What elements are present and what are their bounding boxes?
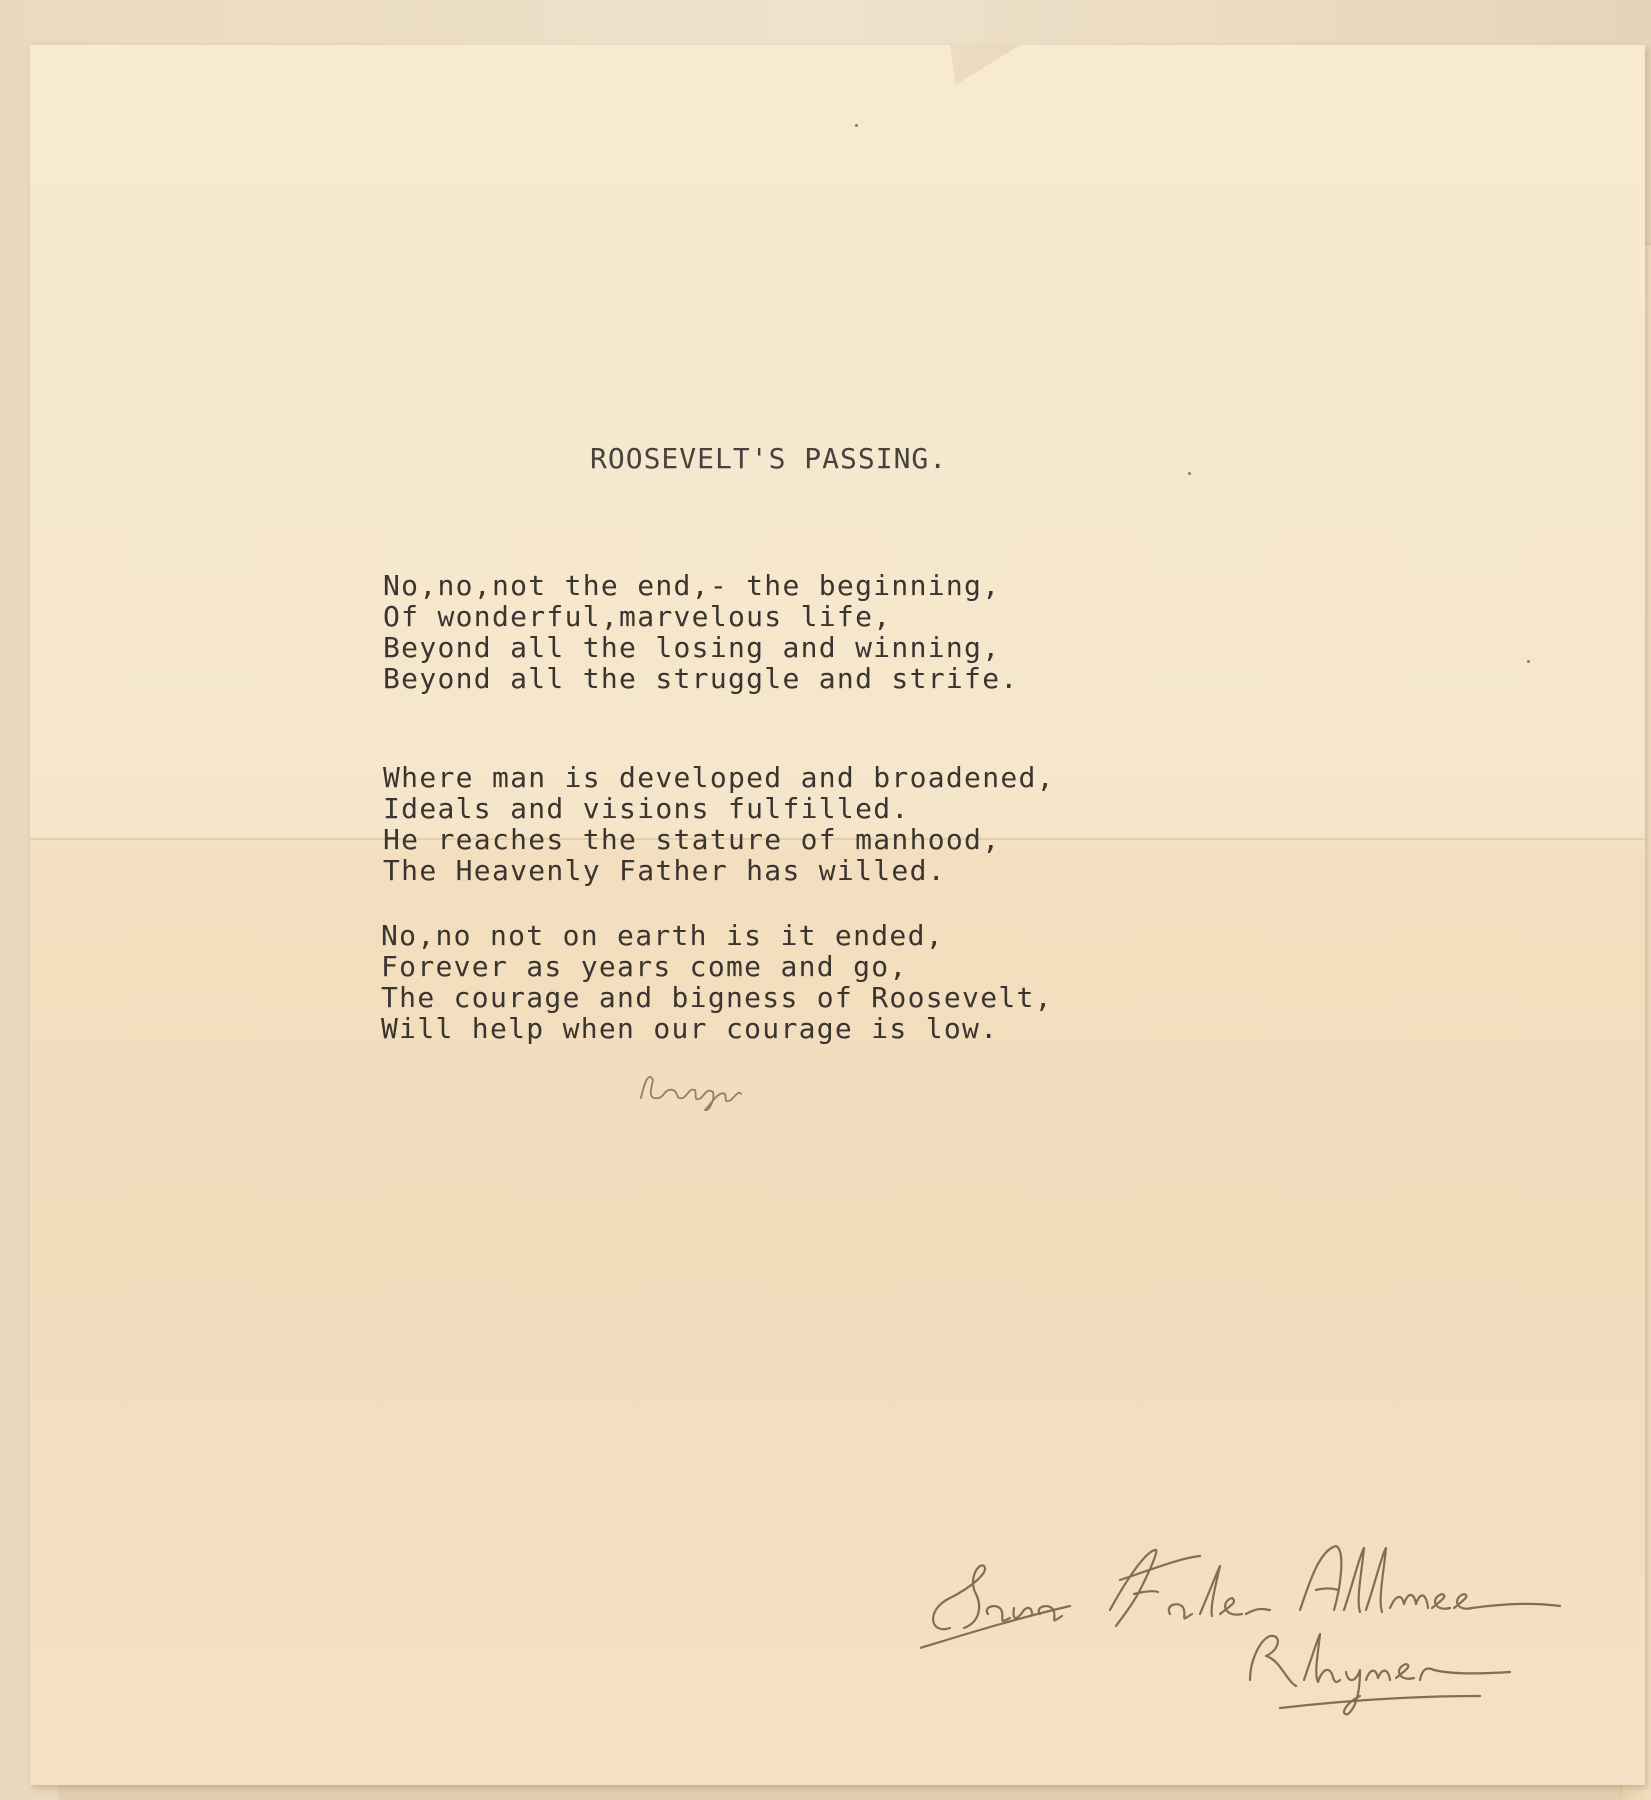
poem-line: The Heavenly Father has willed. <box>383 854 946 887</box>
poem-line: He reaches the stature of manhood, <box>383 823 1001 856</box>
poem-line: Ideals and visions fulfilled. <box>383 792 910 825</box>
paper-speck <box>855 124 858 127</box>
signature <box>920 1510 1580 1730</box>
handwritten-correction <box>635 1060 765 1120</box>
paper-speck <box>1527 660 1530 663</box>
poem-line: Forever as years come and go, <box>381 950 908 983</box>
poem-line: Where man is developed and broadened, <box>383 761 1055 794</box>
stanza-3 <box>381 920 1053 1044</box>
poem-line: Of wonderful,marvelous life, <box>383 600 892 633</box>
poem-line: Will help when our courage is low. <box>381 1012 999 1045</box>
poem-title: ROOSEVELT'S PASSING. <box>590 442 948 475</box>
poem-line: No,no,not the end,- the beginning, <box>383 569 1001 602</box>
poem-line: Beyond all the struggle and strife. <box>383 662 1019 695</box>
poem-line: No,no not on earth is it ended, <box>381 919 944 952</box>
poem-line: The courage and bigness of Roosevelt, <box>381 981 1053 1014</box>
stanza-2 <box>383 762 1055 886</box>
paper-speck <box>1188 472 1191 475</box>
stanza-1 <box>383 570 1019 694</box>
poem-line: Beyond all the losing and winning, <box>383 631 1001 664</box>
